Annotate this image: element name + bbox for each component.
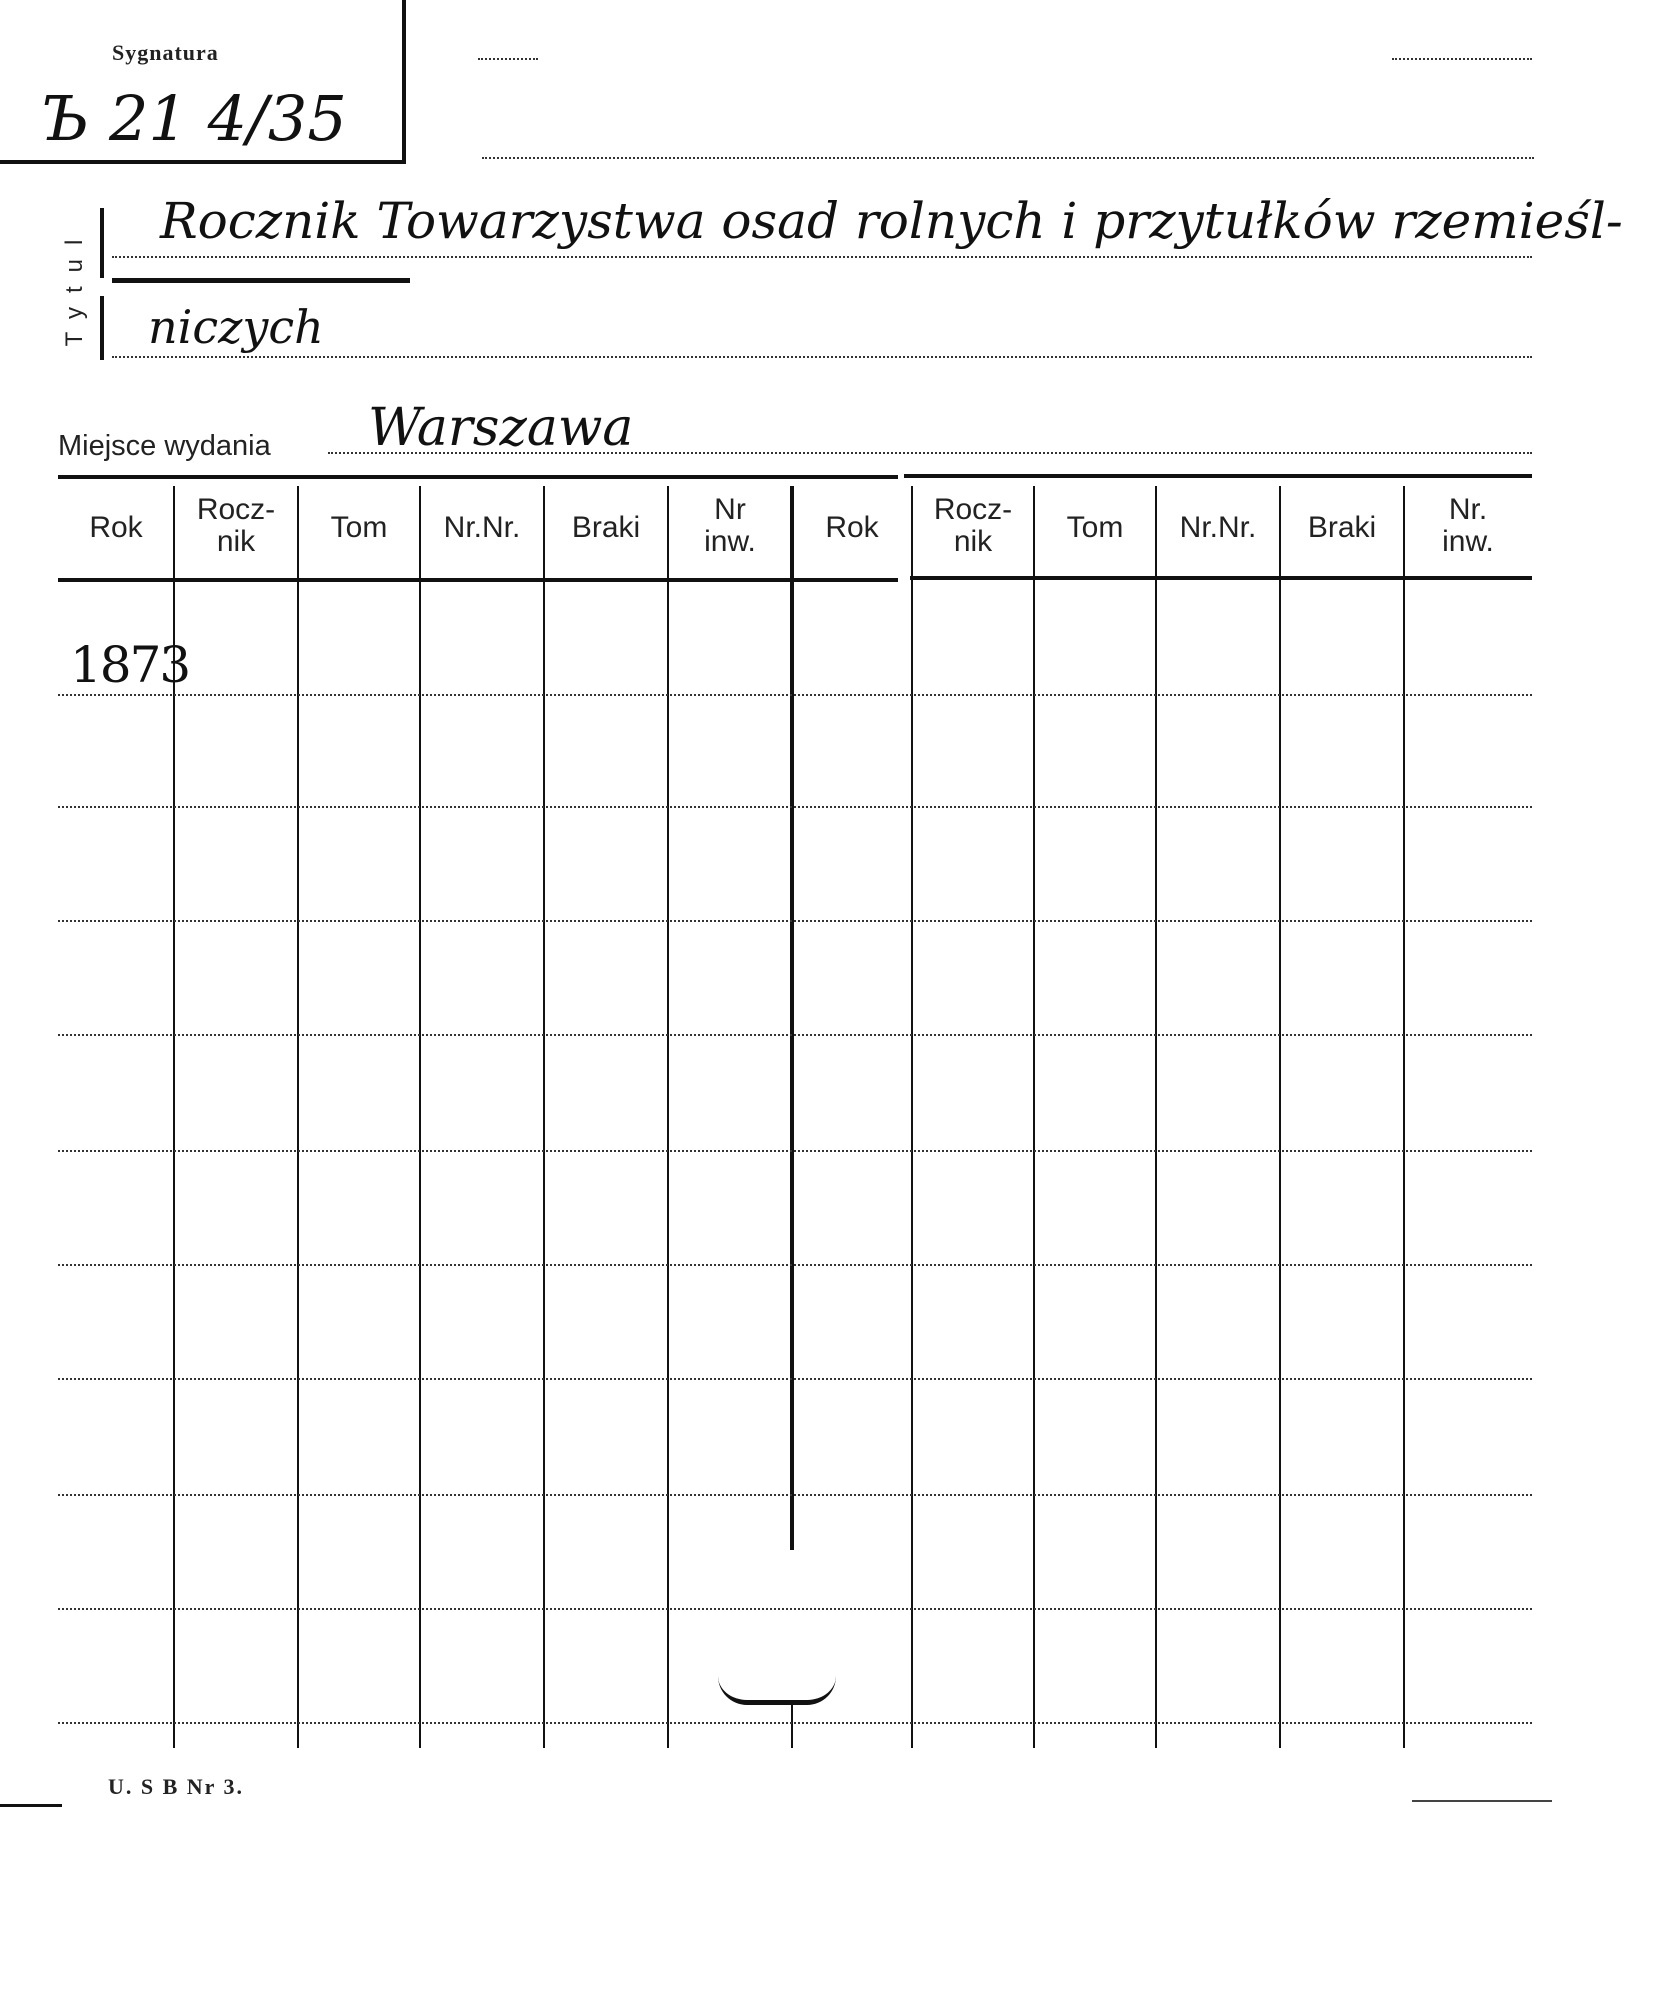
column-header-4 [544,512,668,544]
tytul-bracket-1 [100,208,104,278]
column-header-line1: Nr. [1448,493,1488,526]
column-header-line1: Nr [714,493,746,526]
column-header-line1: Rocz- [933,493,1013,526]
footer-left-mark [0,1804,62,1807]
tytul-bracket-2 [100,296,104,360]
table-row-dotted-line [58,1378,1532,1380]
column-header-3 [420,512,544,544]
column-header-7 [912,494,1034,557]
title-dotted-line-2 [112,356,1532,358]
table-column-line [1403,486,1405,1748]
column-header-line1: Tom [330,511,388,544]
first-entry-year: 1873 [70,636,190,694]
table-row-dotted-line [58,1494,1532,1496]
table-column-line [543,486,545,1748]
title-line-1: Rocznik Towarzystwa osad rolnych i przytułków rzemieśl- [160,192,1623,250]
table-center-divider [790,486,794,1550]
column-header-line2: nik [953,524,993,558]
table-row-dotted-line [58,1150,1532,1152]
table-center-divider-lower [791,1700,793,1748]
column-header-line1: Rocz- [196,493,276,526]
table-top-border-left [58,475,898,479]
column-header-11 [1404,494,1532,557]
column-header-line1: Tom [1066,511,1124,544]
column-header-line2: nik [216,524,256,558]
column-header-0 [58,512,174,544]
column-header-6 [792,512,912,544]
table-row-dotted-line [58,806,1532,808]
table-row-dotted-line [58,1608,1532,1610]
column-header-2 [298,512,420,544]
top-dotted-line-3 [482,157,1534,159]
table-column-line [667,486,669,1748]
column-header-line1: Braki [571,511,641,544]
column-header-line1: Braki [1307,511,1377,544]
column-header-line1: Rok [89,511,143,544]
column-header-8 [1034,512,1156,544]
table-row-dotted-line [58,694,1532,696]
table-row-dotted-line [58,920,1532,922]
sygnatura-box-right-border [402,0,406,162]
column-header-line1: Rok [825,511,879,544]
top-dotted-line-1 [478,58,538,60]
column-header-10 [1280,512,1404,544]
footer-right-line [1412,1800,1552,1802]
table-column-line [1033,486,1035,1748]
column-header-9 [1156,512,1280,544]
column-header-line2: inw. [1442,524,1494,558]
column-header-line1: Nr.Nr. [1179,511,1257,544]
table-row-dotted-line [58,1264,1532,1266]
column-header-line1: Nr.Nr. [443,511,521,544]
column-header-line2: inw. [704,524,756,558]
title-line-2: niczych [148,300,324,354]
table-header-bottom-left [58,578,898,582]
footer-code: U. S B Nr 3. [108,1774,245,1799]
table-top-border-right [904,474,1532,478]
table-row-dotted-line [58,1722,1532,1724]
table-column-line [1279,486,1281,1748]
column-header-1 [174,494,298,557]
place-dotted-line [328,452,1532,454]
top-dotted-line-2 [1392,58,1532,60]
table-row-dotted-line [58,1034,1532,1036]
sygnatura-value: Ъ 21 4/35 [40,82,347,155]
tytul-vertical-label: Tytul [61,225,88,347]
column-header-5 [668,494,792,557]
table-column-line [419,486,421,1748]
title-dotted-line-1 [112,256,1532,258]
place-label: Miejsce wydania [58,430,271,462]
tytul-underline-bold [112,278,410,283]
table-header-bottom-right [910,576,1532,580]
paper-damage-mark [718,1676,836,1705]
table-column-line [297,486,299,1748]
place-value: Warszawa [368,398,634,458]
sygnatura-label: Sygnatura [112,40,219,65]
table-column-line [1155,486,1157,1748]
table-column-line [911,486,913,1748]
sygnatura-box-bottom-border [0,160,406,164]
